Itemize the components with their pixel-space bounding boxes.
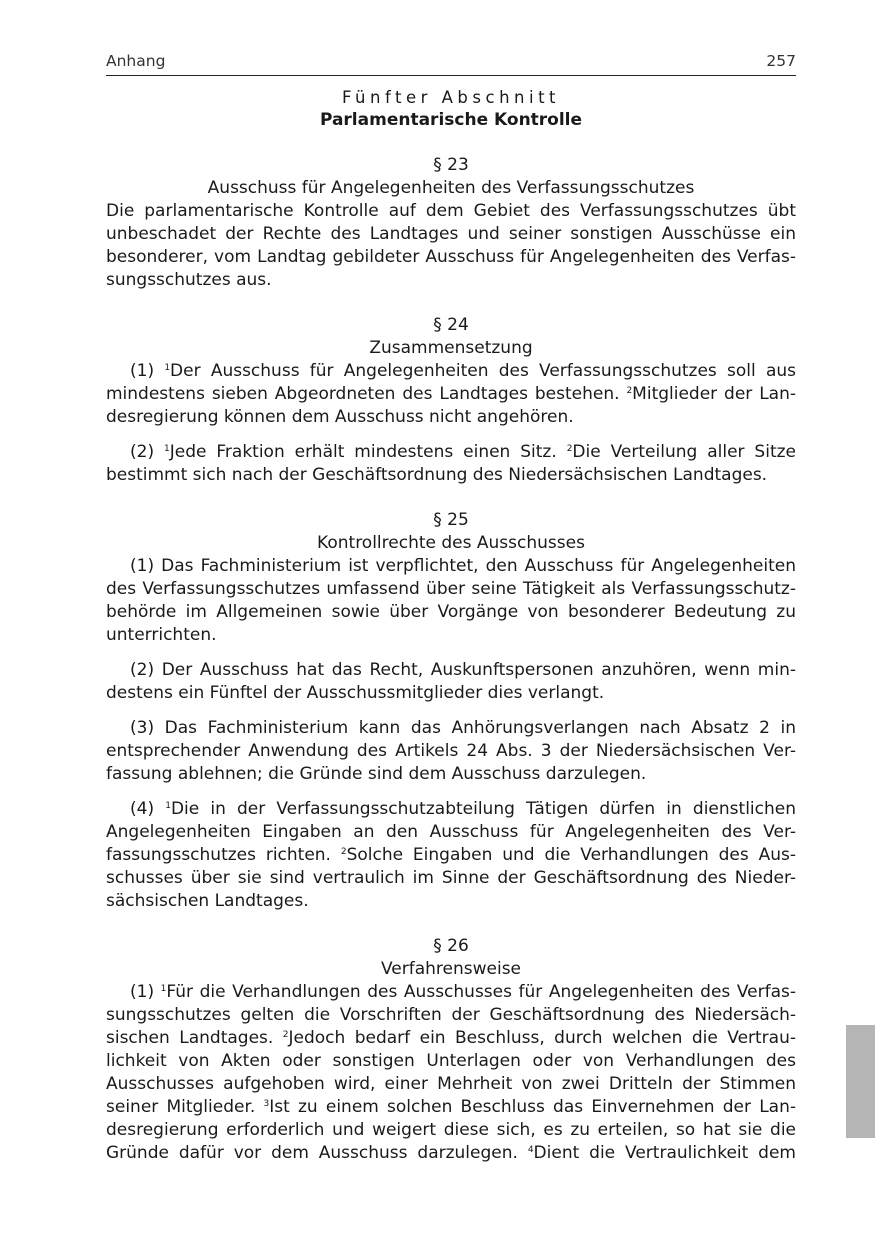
text-run: Jede Fraktion erhält mindestens einen Sitz. <box>169 442 567 462</box>
section-label: Fünfter Abschnitt <box>341 88 561 107</box>
text-run: (1) <box>130 982 161 1002</box>
text-line: entsprechender Anwendung des Artikels 24 Abs. 3 der Niedersächsischen Ver- <box>106 741 796 761</box>
text-line: des Verfassungsschutzes umfassend über seine Tätigkeit als Verfassungsschutz- <box>106 579 796 599</box>
paragraph-23-text <box>106 200 796 292</box>
text-line: unbeschadet der Rechte des Landtages und seiner sonstigen Ausschüsse ein <box>106 224 796 244</box>
paragraph-24-title: Zusammensetzung <box>369 338 533 358</box>
paragraph-25-number: § 25 <box>433 510 469 530</box>
text-line: Angelegenheiten Eingaben an den Ausschuss für Angelegenheiten des Ver- <box>106 822 796 842</box>
sentence-number: 1 <box>164 444 170 454</box>
text-line <box>106 981 796 1004</box>
text-line: desregierung können dem Ausschuss nicht angehören. <box>106 407 574 427</box>
sentence-number: 1 <box>164 363 171 373</box>
thumb-index-tab <box>846 1025 875 1138</box>
sentence-number: 2 <box>626 386 633 396</box>
text-run: Für die Verhandlungen des Ausschusses für Angelegenheiten des Verfas- <box>166 982 797 1002</box>
paragraph-26-absatz-1 <box>106 981 796 1165</box>
running-header <box>106 50 796 76</box>
sentence-number: 1 <box>160 984 167 994</box>
paragraph-25-absatz-3 <box>106 717 796 786</box>
text-run: (1) <box>130 361 165 381</box>
sentence-number: 2 <box>340 847 347 857</box>
text-line <box>106 1142 796 1165</box>
paragraph-23-title: Ausschuss für Angelegenheiten des Verfassungsschutzes <box>207 178 695 198</box>
text-run: Mitglieder der Lan- <box>632 384 796 404</box>
text-run: fassungsschutzes richten. <box>106 845 341 865</box>
text-line: schusses über sie sind vertraulich im Sinne der Geschäftsordnung des Nieder- <box>106 868 796 888</box>
sentence-number: 4 <box>527 1145 534 1155</box>
page-number: 257 <box>766 52 796 70</box>
paragraph-25-absatz-4 <box>106 798 796 913</box>
text-line: (2) Der Ausschuss hat das Recht, Auskunftspersonen anzuhören, wenn min- <box>130 660 796 680</box>
text-line: fassung ablehnen; die Gründe sind dem Ausschuss darzulegen. <box>106 764 647 784</box>
text-run: (4) <box>130 799 166 819</box>
text-run: Der Ausschuss für Angelegenheiten des Verfassungsschutzes soll aus <box>170 361 796 381</box>
sentence-number: 2 <box>282 1030 289 1040</box>
text-run: Dient die Vertraulichkeit dem <box>533 1143 796 1163</box>
paragraph-24-absatz-2 <box>106 441 796 487</box>
text-line: bestimmt sich nach der Geschäftsordnung des Niedersächsischen Landtages. <box>106 465 768 485</box>
text-line: unterrichten. <box>106 625 217 645</box>
sentence-number: 1 <box>165 801 171 811</box>
text-run: Solche Eingaben und die Verhandlungen des Aus- <box>346 845 796 865</box>
paragraph-25-title: Kontrollrechte des Ausschusses <box>317 533 585 553</box>
text-line: (1) Das Fachministerium ist verpflichtet, den Ausschuss für Angelegenheiten <box>130 556 796 576</box>
text-line: sungsschutzes aus. <box>106 270 272 290</box>
paragraph-26-title: Verfahrensweise <box>380 959 522 979</box>
sentence-number: 2 <box>566 444 573 454</box>
paragraph-23-number: § 23 <box>433 155 469 175</box>
paragraph-24-number: § 24 <box>433 315 469 335</box>
text-line: lichkeit von Akten oder sonstigen Unterlagen oder von Verhandlungen des <box>106 1051 796 1071</box>
text-run: Jedoch bedarf ein Beschluss, durch welchen die Vertrau- <box>288 1028 796 1048</box>
text-run: seiner Mitglieder. <box>106 1097 264 1117</box>
header-section-label: Anhang <box>106 52 166 70</box>
text-run: mindestens sieben Abgeordneten des Landtages bestehen. <box>106 384 627 404</box>
text-line: desregierung erforderlich und weigert diese sich, es zu erteilen, so hat sie die <box>106 1120 796 1140</box>
paragraph-24-absatz-1 <box>106 360 796 429</box>
text-line: sächsischen Landtages. <box>106 891 309 911</box>
paragraph-26-number: § 26 <box>433 936 469 956</box>
text-run: Gründe dafür vor dem Ausschuss darzulegen. <box>106 1143 528 1163</box>
text-line: destens ein Fünftel der Ausschussmitglieder dies verlangt. <box>106 683 605 703</box>
text-run: Ist zu einem solchen Beschluss das Einvernehmen der Lan- <box>269 1097 796 1117</box>
text-line: besonderer, vom Landtag gebildeter Ausschuss für Angelegenheiten des Verfas- <box>106 247 796 267</box>
page-content <box>106 86 796 1165</box>
paragraph-25-absatz-2 <box>106 659 796 705</box>
text-line: Die parlamentarische Kontrolle auf dem Gebiet des Verfassungsschutzes übt <box>106 201 796 221</box>
text-line <box>106 383 796 406</box>
section-title: Parlamentarische Kontrolle <box>319 110 583 130</box>
text-line <box>106 798 796 821</box>
text-line: sungsschutzes gelten die Vorschriften der Geschäftsordnung des Niedersäch- <box>106 1005 796 1025</box>
text-run: (2) <box>130 442 164 462</box>
text-line <box>106 844 796 867</box>
text-line: (3) Das Fachministerium kann das Anhörungsverlangen nach Absatz 2 in <box>130 718 796 738</box>
text-line <box>106 441 796 464</box>
sentence-number: 3 <box>263 1099 270 1109</box>
text-run: Die in der Verfassungsschutzabteilung Tätigen dürfen in dienstlichen <box>170 799 796 819</box>
text-line <box>106 1096 796 1119</box>
paragraph-25-absatz-1 <box>106 555 796 647</box>
text-line <box>106 1027 796 1050</box>
text-line: behörde im Allgemeinen sowie über Vorgänge von besonderer Bedeutung zu <box>106 602 796 622</box>
text-line: Ausschusses aufgehoben wird, einer Mehrheit von zwei Dritteln der Stimmen <box>106 1074 796 1094</box>
text-run: Die Verteilung aller Sitze <box>572 442 796 462</box>
text-run: sischen Landtages. <box>106 1028 283 1048</box>
text-line <box>106 360 796 383</box>
